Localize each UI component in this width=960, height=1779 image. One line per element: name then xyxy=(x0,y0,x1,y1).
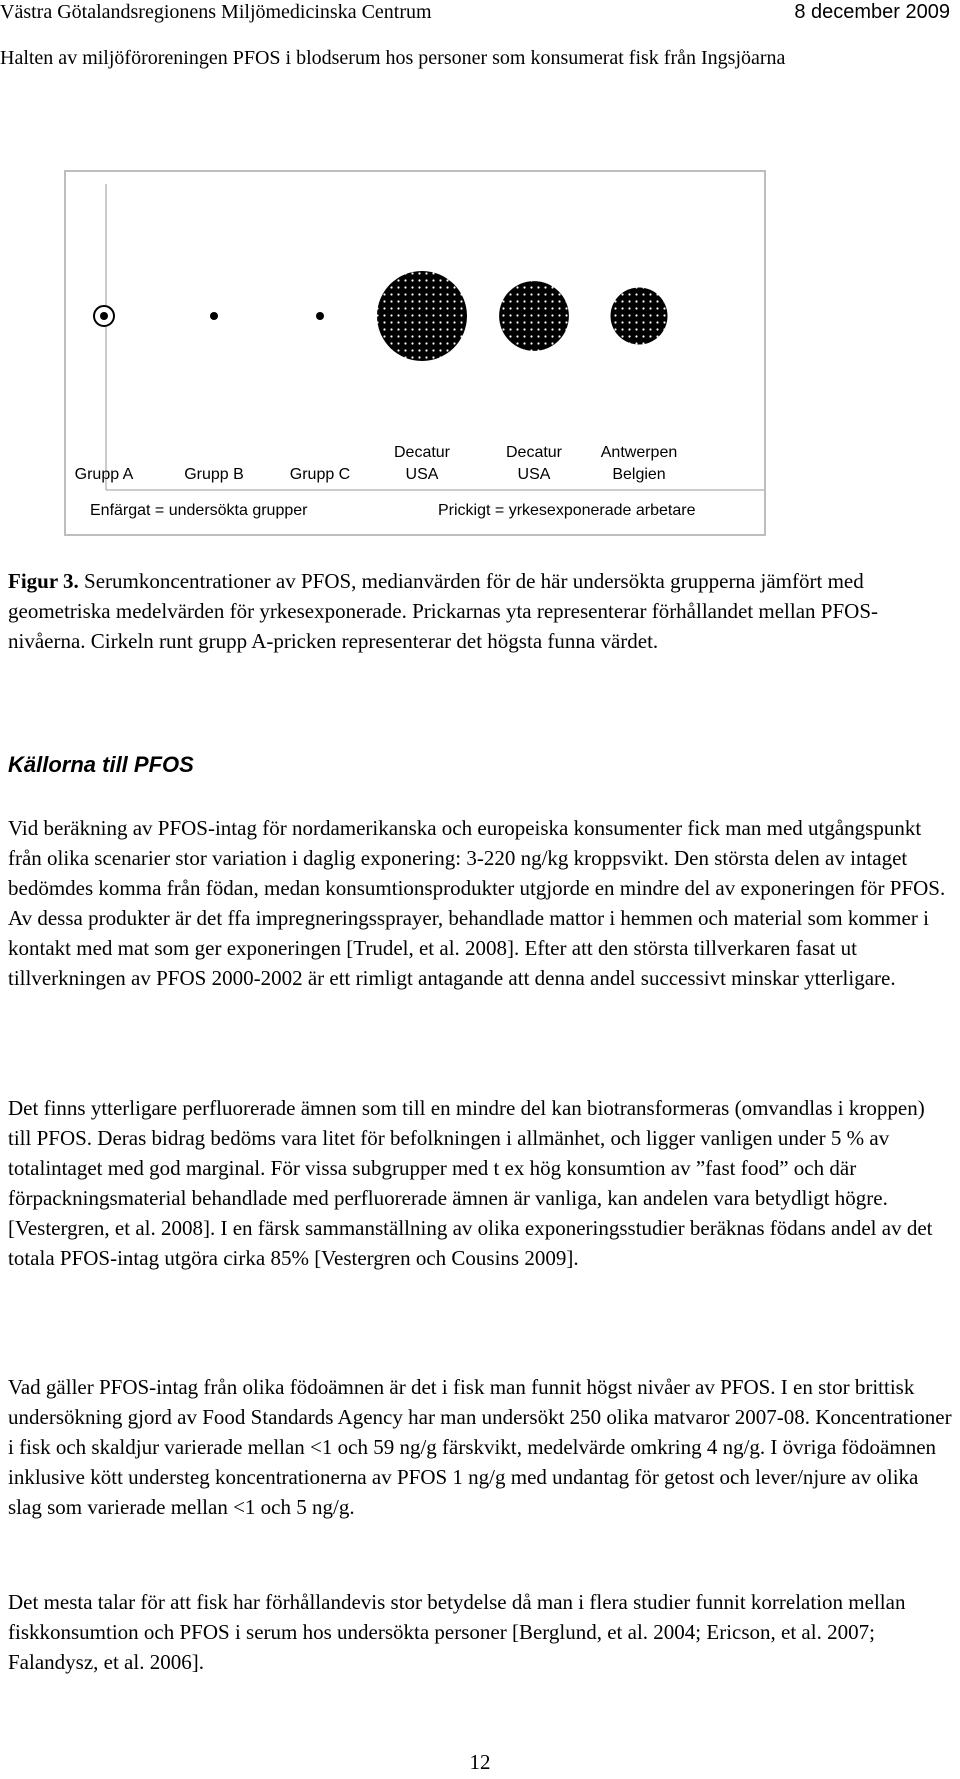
marker-dot-1 xyxy=(100,312,108,320)
group-label-line2: Grupp B xyxy=(184,466,244,483)
paragraph-4: Det mesta talar för att fisk har förhållandevis stor betydelse då man i flera studier funnit korrelation mellan fiskkonsumtion och PFOS i serum hos undersökta personer [Berglund, et al. 2004; Ericson, et al. 2007; Falandysz, et al. 2006]. xyxy=(8,1590,906,1674)
marker-dotted-4 xyxy=(377,271,467,361)
group-label-line2: USA xyxy=(405,466,439,483)
group-label-5 xyxy=(484,442,584,486)
group-label-6 xyxy=(589,442,689,486)
header-org: Västra Götalandsregionens Miljömedicinska Centrum xyxy=(0,1,432,23)
figure-frame xyxy=(64,170,766,536)
group-label-line2: Grupp C xyxy=(289,466,351,483)
group-label-3 xyxy=(270,464,370,486)
legend-dotted: Prickigt = yrkesexponerade arbetare xyxy=(438,502,696,519)
header-subtitle: Halten av miljöföroreningen PFOS i blodserum hos personer som konsumerat fisk från Ingsjöarna xyxy=(0,47,786,69)
marker-dotted-6 xyxy=(611,288,668,345)
marker-dotted-5 xyxy=(499,281,569,351)
header-date: 8 december 2009 xyxy=(794,1,950,23)
group-label-1 xyxy=(54,464,154,486)
section-title: Källorna till PFOS xyxy=(8,752,194,777)
group-label-4 xyxy=(372,442,472,486)
group-label-line1: Decatur xyxy=(505,444,563,461)
group-label-2 xyxy=(164,464,264,486)
paragraph-1: Vid beräkning av PFOS-intag för nordamerikanska och europeiska konsumenter fick man med utgångspunkt från olika scenarier stor variation i daglig exponering: 3-220 ng/kg kroppsvikt. Den största delen av intaget bedömdes komma från födan, medan konsumtionsprodukter utgjorde en mindre del av exponeringen för PFOS. Av dessa produkter är det ffa impregneringssprayer, behandlade mattor i hemmen och material som kommer i kontakt med mat som ger exponeringen [Trudel, et al. 2008]. Efter att den största tillverkaren fasat ut tillverkningen av PFOS 2000-2002 är ett rimligt antagande att denna andel successivt minskar ytterligare. xyxy=(8,816,946,990)
paragraph-3: Vad gäller PFOS-intag från olika födoämnen är det i fisk man funnit högst nivåer av PFOS. I en stor brittisk undersökning gjord av Food Standards Agency har man undersökt 250 olika matvaror 2007-08. Koncentrationer i fisk och skaldjur varierade mellan <1 och 59 ng/g färskvikt, medelvärde omkring 4 ng/g. I övriga födoämnen inklusive kött understeg koncentrationerna av PFOS 1 ng/g med undantag för getost och lever/njure av olika slag som varierade mellan <1 och 5 ng/g. xyxy=(8,1375,952,1519)
paragraph-2: Det finns ytterligare perfluorerade ämnen som till en mindre del kan biotransformeras (omvandlas i kroppen) till PFOS. Deras bidrag bedöms vara litet för befolkningen i allmänhet, och ligger vanligen under 5 % av totalintaget med god marginal. För vissa subgrupper med t ex hög konsumtion av ”fast food” och där förpackningsmaterial behandlade med perfluorerade ämnen är vanliga, kan andelen vara betydligt högre. [Vestergren, et al. 2008]. I en färsk sammanställning av olika exponeringsstudier beräknas födans andel av det totala PFOS-intag utgöra cirka 85% [Vestergren och Cousins 2009]. xyxy=(8,1096,933,1270)
marker-dot-3 xyxy=(316,312,324,320)
page-number: 12 xyxy=(469,1750,491,1774)
group-label-line2: USA xyxy=(517,466,551,483)
marker-dot-2 xyxy=(210,312,218,320)
group-label-line1: Antwerpen xyxy=(600,444,678,461)
caption-label: Figur 3. xyxy=(8,569,79,593)
group-label-line2: Belgien xyxy=(612,466,666,483)
group-label-line2: Grupp A xyxy=(74,466,134,483)
figure-caption xyxy=(8,566,953,656)
caption-text: Serumkoncentrationer av PFOS, medianvärden för de här undersökta grupperna jämfört med geometriska medelvärden för yrkesexponerade. Prickarnas yta representerar förhållandet mellan PFOS-nivåerna. Cirkeln runt grupp A-pricken representerar det högsta funna värdet. xyxy=(8,569,878,653)
group-label-line1: Decatur xyxy=(393,444,451,461)
legend-filled: Enfärgat = undersökta grupper xyxy=(90,502,308,519)
